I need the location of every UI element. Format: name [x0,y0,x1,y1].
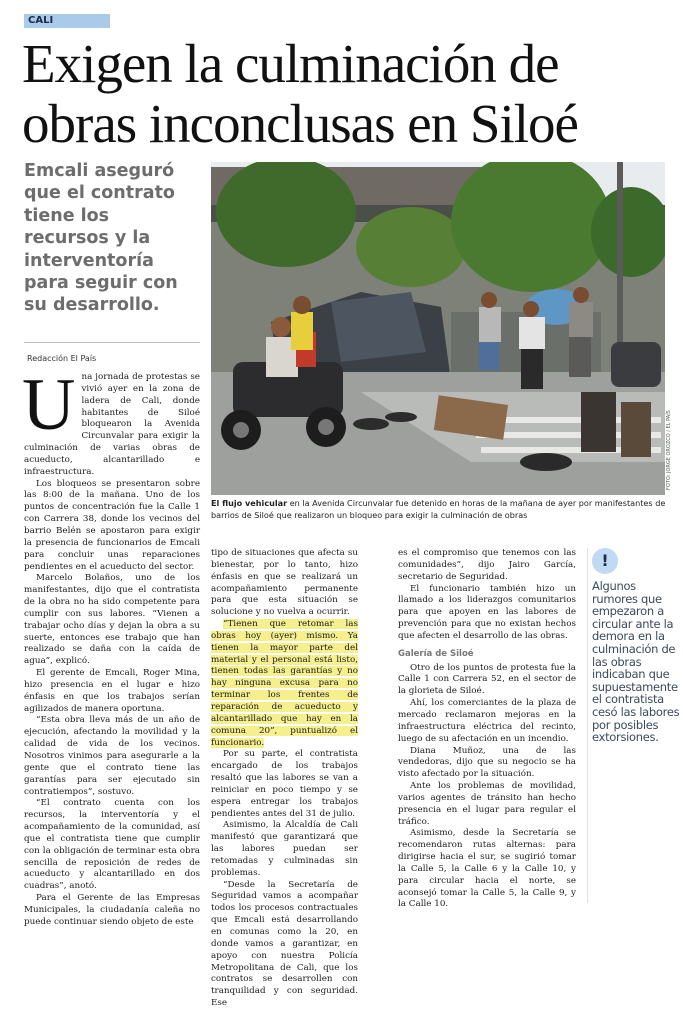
drop-cap: U [22,364,76,446]
paragraph: “El contrato cuenta con los recursos, la interventoría y el acompañamiento de la comunidad, así que el contratista tiene que cumplir con la obligación de terminar esta obra sencilla de reposición de redes de acueducto y alcantarillado en dos cuadras”, anotó. [24,798,200,892]
paragraph: tipo de situaciones que afecta su bienestar, por lo tanto, hizo énfasis en que se realizará un acompañamiento permanente para que esta situación se solucione y no vuelva a ocurrir. [211,548,358,618]
paragraph: es el compromiso que tenemos con las comunidades”, dijo Jairo García, secretario de Seguridad. [398,548,576,582]
highlighted-quote [211,619,358,749]
paragraph: “Desde la Secretaría de Seguridad vamos a acompañar todos los procesos contractuales que Emcali está desarrollando en comunas como la 20, en donde vamos a garantizar, en apoyo con nuestra Policía Metropolitana de Cali, que los contratos se desarrollen con tranquilidad y con seguridad. Ese [211,879,358,1009]
section-tag: CALI [24,14,110,28]
photo-caption [211,497,667,521]
deck-divider [24,342,200,343]
article-column-3 [398,548,576,911]
paragraph: “Esta obra lleva más de un año de ejecución, afectando la movilidad y la calidad de vida de los vecinos. Nosotros vinimos para asegurarle a la gente que el contrato tiene las garantías para ser ejecutado sin contratiempos”, sostuvo. [24,715,200,797]
paragraph: Los bloqueos se presentaron sobre las 8:00 de la mañana. Uno de los puntos de concentración fue la Calle 1 con Carrera 38, donde los vecinos del barrio Belén se apostaron para exigir la presencia de funcionarios de Emcali para concluir unas reparaciones pendientes en el acueducto del sector. [24,478,200,572]
paragraph: Asimismo, la Alcaldía de Cali manifestó que garantizará que las labores puedan ser retomadas y culminadas sin problemas. [211,820,358,878]
paragraph: El funcionario también hizo un llamado a los liderazgos comunitarios para que apoyen en las labores de prevención para que no existan hechos que afecten el desarrollo de las obras. [398,583,576,641]
sidebar-note: Algunos rumores que empezaron a circular ante la demora en la culminación de las obras indicaban que supuestamente el contratista cesó las labores por posibles extorsiones. [592,579,680,745]
news-photo [211,162,665,495]
subheading: Galería de Siloé [398,648,474,659]
paragraph: Diana Muñoz, una de las vendedoras, dijo que su negocio se ha visto afectado por la situación. [398,745,576,780]
caption-text: en la Avenida Circunvalar fue detenido en horas de la mañana de ayer por manifestantes de barrios de Siloé que realizaron un bloqueo para exigir la culminación de obras [211,498,666,520]
paragraph: Asimismo, desde la Secretaría se recomendaron rutas alternas: para dirigirse hacia el sur, se sugirió tomar la Calle 5, la Calle 6 y la Calle 10, y para circular hacia el norte, se aconsejó tomar la Calle 5, la Calle 9, y la Calle 10. [398,828,576,910]
paragraph: Otro de los puntos de protesta fue la Calle 1 con Carrera 52, en el sector de la glorieta de Siloé. [398,662,576,697]
exclamation-icon [592,548,618,574]
paragraph: na jornada de protestas se vivió ayer en la zona de ladera de Cali, donde habitantes de Siloé bloquearon la Avenida Circunvalar para exigir la culminación de varias obras de acueducto, alcantarillado e infraestructura. [24,372,200,477]
paragraph: Marcelo Bolaños, uno de los manifestantes, dijo que el contratista de la obra no ha sido competente para cumplir con sus labores. “Vienen a trabajar ocho días y dejan la obra a su suerte, entonces ese trabajo que han realizado se daña con la caída de agua”, explicó. [24,573,200,667]
headline: Exigen la culminación de obras inconclusas en Siloé [22,33,578,154]
caption-lead: El flujo vehicular [211,498,288,508]
byline: Redacción El País [27,354,97,363]
paragraph: Ahí, los comerciantes de la plaza de mercado reclamaron mejoras en la infraestructura eléctrica del recinto, luego de su afectación en un incendio. [398,698,576,744]
quote-text: “Tienen que retomar las obras hoy (ayer) mismo. Ya tienen la mayor parte del material y el personal está listo, tienen todas las garantías y no hay ninguna excusa para no terminar los frentes de reparación de acueducto y alcantarillado que hay en la comuna 20”, puntualizó el funcionario. [211,619,358,748]
article-column-2 [211,548,358,1010]
column-divider [587,548,588,903]
paragraph: Para el Gerente de las Empresas Municipales, la ciudadanía caleña no puede continuar siendo objeto de este [24,893,200,927]
exclamation-glyph: ! [601,551,609,570]
deck-summary: Emcali aseguró que el contrato tiene los recursos y la interventoría para seguir con su desarrollo. [24,161,178,316]
photo-credit: FOTO: JORGE OROZCO / EL PAÍS [666,410,672,490]
paragraph: Por su parte, el contratista encargado de los trabajos resaltó que las labores se van a reiniciar en poco tiempo y se espera entregar los trabajos pendientes antes del 31 de julio. [211,749,358,819]
paragraph: El gerente de Emcali, Roger Mina, hizo presencia en el lugar e hizo énfasis en que los trabajos serían agilizados de manera oportuna. [24,668,200,714]
street-protest-photo [211,162,665,495]
article-column-1 [22,364,200,929]
paragraph: Ante los problemas de movilidad, varios agentes de tránsito han hecho presencia en el lugar para regular el tráfico. [398,781,576,827]
